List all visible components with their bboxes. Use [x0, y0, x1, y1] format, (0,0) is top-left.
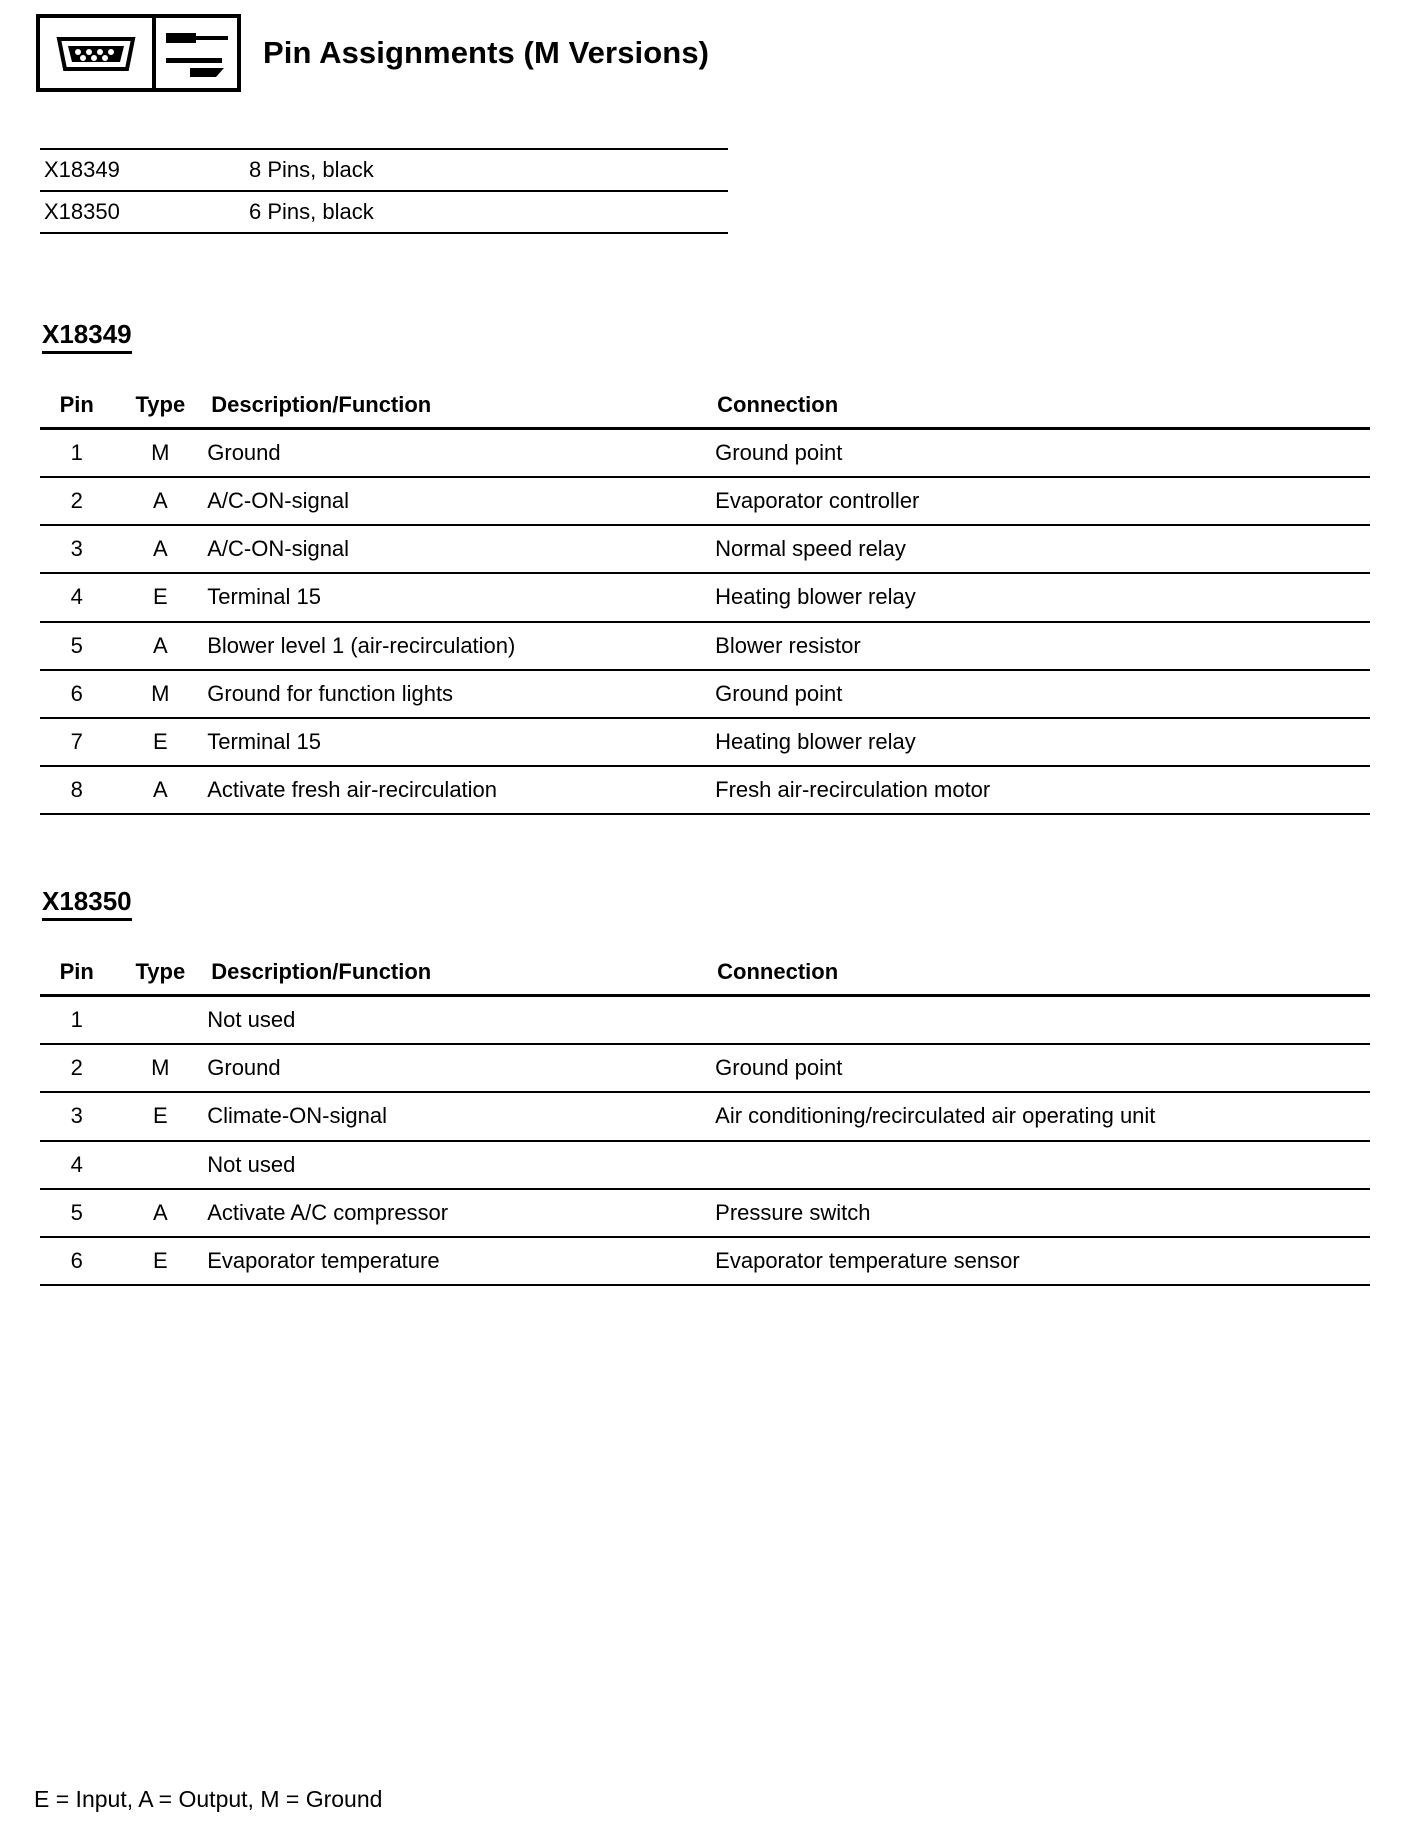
table-header-row: [40, 390, 1370, 429]
cell-pin: 2: [70, 488, 83, 514]
cell-pin: 6: [70, 680, 83, 706]
table-row: [40, 149, 728, 191]
cell-connection: Ground point: [715, 680, 843, 706]
cell-connection: Evaporator controller: [715, 488, 920, 514]
cell-type: A: [152, 776, 168, 802]
cell-pin: 1: [70, 439, 83, 465]
table-row: [40, 191, 728, 233]
cell-pin: 5: [70, 632, 83, 658]
cell-connection: Evaporator temperature sensor: [715, 1247, 1020, 1273]
cell-description: Evaporator temperature: [207, 1247, 440, 1273]
cell-description: Ground for function lights: [207, 680, 454, 706]
legend-footnote: E = Input, A = Output, M = Ground: [34, 1786, 383, 1812]
wire-terminal-icon: [156, 18, 237, 88]
cell-connection: Air conditioning/recirculated air operating unit: [715, 1103, 1156, 1129]
section-title: X18349: [42, 320, 132, 354]
cell-description: Not used: [207, 1151, 296, 1177]
cell-type: A: [152, 488, 168, 514]
document-page: [0, 14, 1408, 1848]
table-row: [40, 718, 1370, 766]
cell-pin: 1: [70, 1007, 83, 1033]
column-header-connection: Connection: [717, 391, 839, 417]
table-row: [40, 1092, 1370, 1140]
cell-description: Climate-ON-signal: [207, 1103, 387, 1129]
cell-connection: Fresh air-recirculation motor: [715, 776, 991, 802]
cell-description: A/C-ON-signal: [207, 536, 350, 562]
cell-type: M: [151, 439, 170, 465]
section-x18350: [0, 887, 1408, 1286]
table-row: [40, 766, 1370, 814]
cell-type: E: [152, 584, 168, 610]
cell-pin: 5: [70, 1199, 83, 1225]
table-row: [40, 670, 1370, 718]
connector-summary-table: [40, 148, 728, 234]
pin-table-x18350: [40, 957, 1370, 1286]
column-header-description: Description/Function: [211, 391, 432, 417]
cell-type: [113, 996, 207, 1045]
cell-pin: 3: [70, 536, 83, 562]
cell-description: Activate fresh air-recirculation: [207, 776, 498, 802]
cell-connection: Heating blower relay: [715, 728, 916, 754]
cell-description: Ground: [207, 1055, 281, 1081]
pin-table-x18349: [40, 390, 1370, 815]
cell-type: A: [152, 536, 168, 562]
cell-type: M: [151, 1055, 170, 1081]
cell-pin: 4: [70, 584, 83, 610]
table-row: [40, 1141, 1370, 1189]
connector-id: X18349: [44, 157, 120, 182]
cell-pin: 8: [70, 776, 83, 802]
section-x18349: [0, 320, 1408, 815]
table-row: [40, 622, 1370, 670]
cell-pin: 3: [70, 1103, 83, 1129]
connector-desc: 6 Pins, black: [249, 199, 374, 224]
cell-type: E: [152, 1247, 168, 1273]
cell-type: [113, 1141, 207, 1189]
cell-connection: [715, 996, 1370, 1045]
table-row: [40, 1044, 1370, 1092]
cell-pin: 4: [70, 1151, 83, 1177]
cell-description: Not used: [207, 1007, 296, 1033]
table-row: [40, 996, 1370, 1045]
cell-connection: Blower resistor: [715, 632, 861, 658]
cell-pin: 6: [70, 1247, 83, 1273]
cell-connection: Ground point: [715, 439, 843, 465]
table-row: [40, 1237, 1370, 1285]
cell-type: E: [152, 1103, 168, 1129]
cell-type: M: [151, 680, 170, 706]
connector-desc: 8 Pins, black: [249, 157, 374, 182]
header-icon-box: [36, 14, 241, 92]
cell-connection: Ground point: [715, 1055, 843, 1081]
table-row: [40, 1189, 1370, 1237]
column-header-type: Type: [135, 959, 186, 985]
cell-type: E: [152, 728, 168, 754]
cell-description: A/C-ON-signal: [207, 488, 350, 514]
table-row: [40, 428, 1370, 477]
cell-connection: Heating blower relay: [715, 584, 916, 610]
cell-pin: 2: [70, 1055, 83, 1081]
cell-connection: Normal speed relay: [715, 536, 906, 562]
cell-description: Activate A/C compressor: [207, 1199, 449, 1225]
cell-type: A: [152, 632, 168, 658]
connector-id: X18350: [44, 199, 120, 224]
column-header-description: Description/Function: [211, 959, 432, 985]
cell-description: Terminal 15: [207, 584, 321, 610]
cell-type: A: [152, 1199, 168, 1225]
connector-icon: [40, 18, 156, 88]
section-title: X18350: [42, 887, 132, 921]
column-header-pin: Pin: [59, 959, 94, 985]
column-header-connection: Connection: [717, 959, 839, 985]
table-header-row: [40, 957, 1370, 996]
cell-description: Blower level 1 (air-recirculation): [207, 632, 516, 658]
cell-description: Terminal 15: [207, 728, 321, 754]
cell-connection: Pressure switch: [715, 1199, 871, 1225]
cell-pin: 7: [70, 728, 83, 754]
cell-description: Ground: [207, 439, 281, 465]
cell-connection: [715, 1141, 1370, 1189]
column-header-pin: Pin: [59, 391, 94, 417]
table-row: [40, 477, 1370, 525]
page-title: Pin Assignments (M Versions): [263, 35, 710, 70]
table-row: [40, 525, 1370, 573]
column-header-type: Type: [135, 391, 186, 417]
table-row: [40, 573, 1370, 621]
page-header: [36, 14, 1408, 92]
